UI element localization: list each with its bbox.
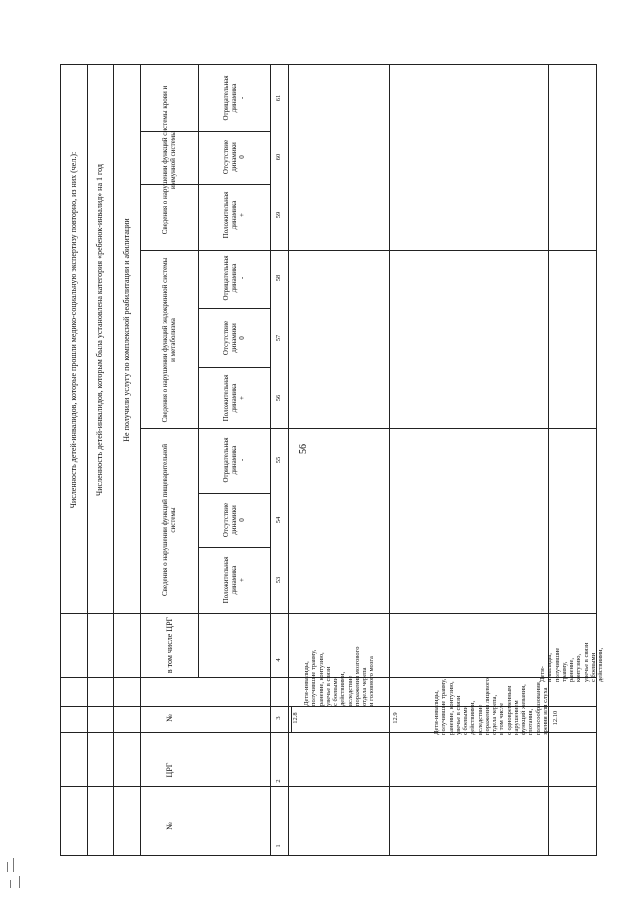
row-number: 12.8 (292, 712, 300, 724)
endocrine-positive: Положительная динамика + (221, 374, 247, 422)
blood-absent: Отсутствие динамики 0 (221, 139, 247, 175)
colnum-56: 56 (275, 394, 283, 402)
blood-positive: Положительная динамика + (221, 191, 247, 239)
group-blood: Сведения о нарушении функций системы крови и иммунной системы (160, 85, 177, 235)
colnum-53: 53 (275, 576, 283, 584)
colnum-61: 61 (275, 94, 283, 102)
row-crg-text: Дети-инвалиды, получившие травму, ранение, контузию, увечье в связи с боевыми действиями, вследствие поражения мозгового отдела черепа и головного мозга (303, 646, 376, 706)
colnum-60: 60 (275, 153, 283, 161)
header-exam-count: Численность детей-инвалидов, которые прошли медико-социальную экспертизу повторно, из них (чел.): (69, 151, 79, 509)
colnum-57: 57 (275, 334, 283, 342)
colnum-54: 54 (275, 516, 283, 524)
colnum-3: 3 (275, 716, 283, 720)
endocrine-negative: Отрицательная динамика - (221, 255, 247, 301)
digestive-absent: Отсутствие динамики 0 (221, 502, 247, 538)
group-digestive: Сведения о нарушении функций пищеварительной системы (160, 444, 177, 596)
colnum-55: 55 (275, 456, 283, 464)
colnum-4: 4 (275, 658, 283, 662)
header-sub-crg: в том числе ЦРГ (165, 616, 175, 674)
header-sub-no: № (165, 714, 175, 722)
colnum-58: 58 (275, 274, 283, 282)
scan-margin-marks (5, 858, 27, 894)
page-number: 56 (298, 444, 309, 454)
blood-negative: Отрицательная динамика - (221, 75, 247, 121)
endocrine-absent: Отсутствие динамики 0 (221, 320, 247, 356)
colnum-59: 59 (275, 211, 283, 219)
digestive-negative: Отрицательная динамика - (221, 437, 247, 483)
row-number: 12.9 (392, 712, 400, 724)
header-no-service: Не получили услугу по комплексной реабилитации и абилитации (122, 218, 132, 442)
colnum-1: 1 (275, 844, 283, 848)
row-number: 12.10 (552, 710, 560, 726)
header-category-count: Численность детей-инвалидов, которым была установлена категория «ребенок-инвалид» на 1 год (95, 164, 105, 496)
colnum-2: 2 (275, 779, 283, 783)
group-endocrine: Сведения о нарушении функций эндокринной системы и метаболизма (160, 257, 177, 423)
digestive-positive: Положительная динамика + (221, 556, 247, 604)
row-crg-text: Дети-инвалиды, получившие травму, ранение, контузию, увечье в связи с боевыми действиями, вследствие поражения лицевого отдела черепа, в том числе с одновременным нарушением функций жевания, глотания, голосообразования, зрения или слуха (433, 678, 549, 735)
row-crg-text: Дети-инвалиды, получившие травму, ранение, контузию, увечье в связи с боевыми действиями, (539, 642, 605, 682)
header-no: № (165, 822, 175, 830)
header-crg: ЦРГ (165, 762, 175, 778)
